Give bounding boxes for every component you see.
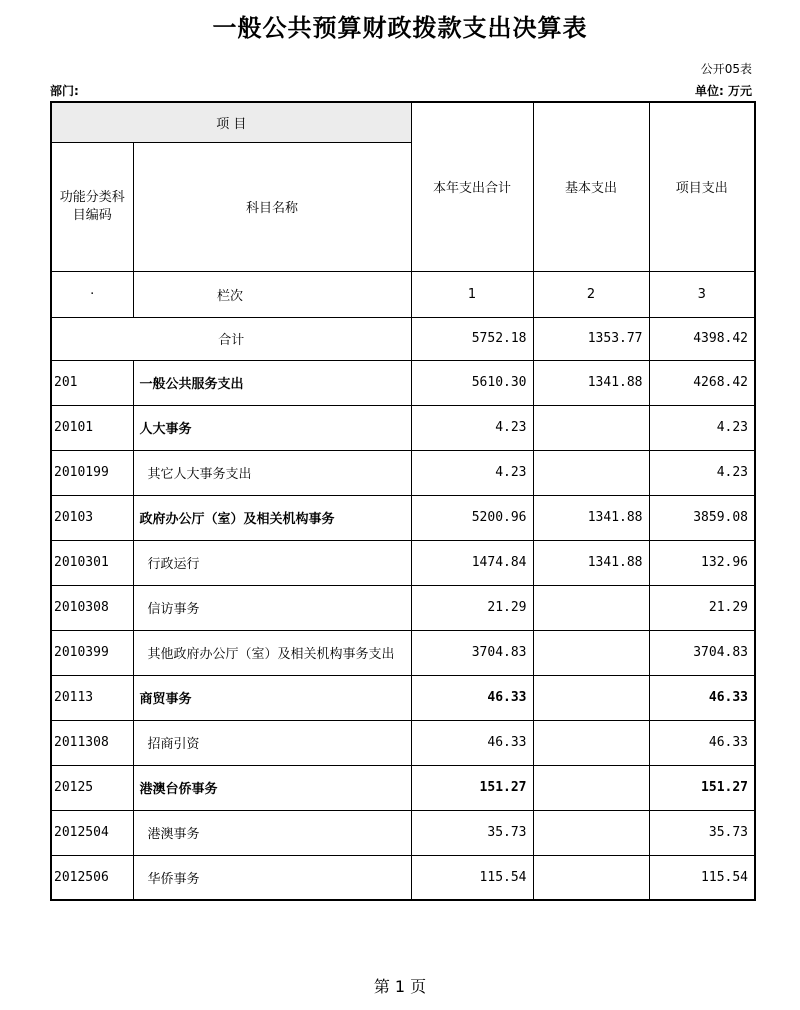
row-project: 3859.08 bbox=[649, 495, 755, 540]
page-number: 第 1 页 bbox=[373, 977, 427, 996]
row-project: 21.29 bbox=[649, 585, 755, 630]
row-project: 132.96 bbox=[649, 540, 755, 585]
col-number-3: 3 bbox=[649, 271, 755, 317]
department-label: 部门: bbox=[50, 84, 79, 98]
row-name: 人大事务 bbox=[133, 405, 411, 450]
row-code: 2011308 bbox=[51, 720, 133, 765]
row-basic bbox=[533, 765, 649, 810]
row-project: 46.33 bbox=[649, 675, 755, 720]
row-total: 1474.84 bbox=[411, 540, 533, 585]
row-total: 21.29 bbox=[411, 585, 533, 630]
row-total: 3704.83 bbox=[411, 630, 533, 675]
row-code: 20125 bbox=[51, 765, 133, 810]
row-total: 4.23 bbox=[411, 405, 533, 450]
total-row-total: 5752.18 bbox=[411, 317, 533, 360]
row-name: 港澳事务 bbox=[133, 810, 411, 855]
row-project: 151.27 bbox=[649, 765, 755, 810]
total-row-project: 4398.42 bbox=[649, 317, 755, 360]
row-project: 35.73 bbox=[649, 810, 755, 855]
row-total: 46.33 bbox=[411, 675, 533, 720]
row-total: 4.23 bbox=[411, 450, 533, 495]
table-row bbox=[51, 630, 755, 675]
basic-column-header: 基本支出 bbox=[533, 102, 649, 271]
row-basic: 1341.88 bbox=[533, 360, 649, 405]
row-code: 20101 bbox=[51, 405, 133, 450]
table-row bbox=[51, 585, 755, 630]
row-code: 2012506 bbox=[51, 855, 133, 900]
row-name: 信访事务 bbox=[133, 585, 411, 630]
total-column-header: 本年支出合计 bbox=[411, 102, 533, 271]
form-number: 公开05表 bbox=[700, 62, 752, 76]
row-total: 5200.96 bbox=[411, 495, 533, 540]
rowno-mark: · bbox=[51, 271, 133, 317]
row-project: 46.33 bbox=[649, 720, 755, 765]
row-basic bbox=[533, 810, 649, 855]
row-code: 2010199 bbox=[51, 450, 133, 495]
row-basic: 1341.88 bbox=[533, 495, 649, 540]
rowno-label: 栏次 bbox=[133, 271, 411, 317]
project-column-header: 项目支出 bbox=[649, 102, 755, 271]
row-name: 华侨事务 bbox=[133, 855, 411, 900]
row-project: 4.23 bbox=[649, 405, 755, 450]
table-row bbox=[51, 675, 755, 720]
row-project: 3704.83 bbox=[649, 630, 755, 675]
table-row bbox=[51, 855, 755, 900]
col-number-1: 1 bbox=[411, 271, 533, 317]
table-row bbox=[51, 810, 755, 855]
report-title: 一般公共预算财政拨款支出决算表 bbox=[212, 14, 588, 42]
row-project: 4268.42 bbox=[649, 360, 755, 405]
row-name: 港澳台侨事务 bbox=[133, 765, 411, 810]
expenditure-table bbox=[50, 101, 756, 901]
row-basic bbox=[533, 630, 649, 675]
row-total: 46.33 bbox=[411, 720, 533, 765]
row-project: 4.23 bbox=[649, 450, 755, 495]
col-number-2: 2 bbox=[533, 271, 649, 317]
table-row bbox=[51, 405, 755, 450]
row-basic bbox=[533, 720, 649, 765]
row-total: 115.54 bbox=[411, 855, 533, 900]
unit-label: 单位: 万元 bbox=[695, 84, 752, 98]
row-basic bbox=[533, 405, 649, 450]
row-total: 35.73 bbox=[411, 810, 533, 855]
row-total: 5610.30 bbox=[411, 360, 533, 405]
total-row-basic: 1353.77 bbox=[533, 317, 649, 360]
row-name: 政府办公厅（室）及相关机构事务 bbox=[133, 495, 411, 540]
row-code: 20103 bbox=[51, 495, 133, 540]
row-code: 2010308 bbox=[51, 585, 133, 630]
table-row bbox=[51, 540, 755, 585]
row-name: 行政运行 bbox=[133, 540, 411, 585]
row-code: 2010399 bbox=[51, 630, 133, 675]
table-row bbox=[51, 720, 755, 765]
table-row bbox=[51, 450, 755, 495]
row-name: 招商引资 bbox=[133, 720, 411, 765]
row-code: 2012504 bbox=[51, 810, 133, 855]
row-name: 一般公共服务支出 bbox=[133, 360, 411, 405]
row-name: 其它人大事务支出 bbox=[133, 450, 411, 495]
item-header: 项 目 bbox=[51, 102, 411, 142]
table-row bbox=[51, 360, 755, 405]
row-total: 151.27 bbox=[411, 765, 533, 810]
row-basic bbox=[533, 675, 649, 720]
total-row-label: 合计 bbox=[51, 317, 411, 360]
row-basic bbox=[533, 450, 649, 495]
table-row bbox=[51, 765, 755, 810]
row-basic: 1341.88 bbox=[533, 540, 649, 585]
table-row bbox=[51, 495, 755, 540]
row-code: 201 bbox=[51, 360, 133, 405]
row-project: 115.54 bbox=[649, 855, 755, 900]
name-column-header: 科目名称 bbox=[133, 142, 411, 271]
row-basic bbox=[533, 585, 649, 630]
row-name: 其他政府办公厅（室）及相关机构事务支出 bbox=[133, 630, 411, 675]
row-name: 商贸事务 bbox=[133, 675, 411, 720]
row-code: 20113 bbox=[51, 675, 133, 720]
row-code: 2010301 bbox=[51, 540, 133, 585]
row-basic bbox=[533, 855, 649, 900]
code-column-header: 功能分类科目编码 bbox=[51, 142, 133, 271]
